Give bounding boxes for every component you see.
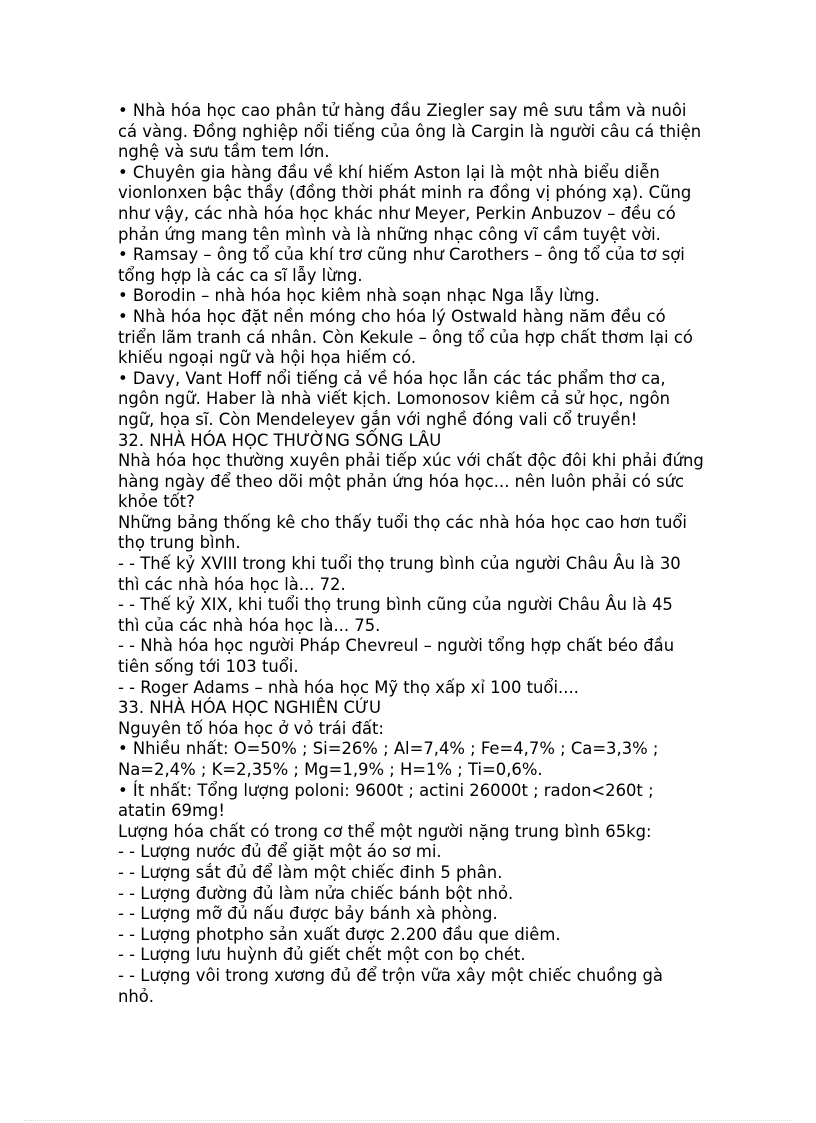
section-heading: 33. NHÀ HÓA HỌC NGHIÊN CỨU <box>118 698 381 718</box>
page-bottom-divider <box>24 1120 792 1121</box>
text-line: • Ramsay – ông tổ của khí trơ cũng như Carothers – ông tổ của tơ sợi <box>118 245 685 265</box>
text-line: phản ứng mang tên mình và là những nhạc công vĩ cầm tuyệt vời. <box>118 224 661 244</box>
text-line: Lượng hóa chất có trong cơ thể một người nặng trung bình 65kg: <box>118 821 652 841</box>
text-line: - - Lượng lưu huỳnh đủ giết chết một con bọ chét. <box>118 945 526 965</box>
text-line: - - Nhà hóa học người Pháp Chevreul – người tổng hợp chất béo đầu <box>118 636 675 656</box>
text-line: cá vàng. Đồng nghiệp nổi tiếng của ông là Cargin là người câu cá thiện <box>118 121 702 141</box>
text-line: ngôn ngữ. Haber là nhà viết kịch. Lomonosov kiêm cả sử học, ngôn <box>118 389 671 409</box>
text-line: - - Lượng sắt đủ để làm một chiếc đinh 5 phân. <box>118 862 503 882</box>
text-line: • Nhiều nhất: O=50% ; Si=26% ; Al=7,4% ; Fe=4,7% ; Ca=3,3% ; <box>118 739 659 759</box>
text-line: thì của các nhà hóa học là... 75. <box>118 615 381 635</box>
text-line: vionlonxen bậc thầy (đồng thời phát minh ra đồng vị phóng xạ). Cũng <box>118 183 692 203</box>
text-line: hàng ngày để theo dõi một phản ứng hóa học... nên luôn phải có sức <box>118 471 685 491</box>
text-line: - - Lượng mỡ đủ nấu được bảy bánh xà phòng. <box>118 904 498 924</box>
text-line: tổng hợp là các ca sĩ lẫy lừng. <box>118 265 363 285</box>
text-line: Những bảng thống kê cho thấy tuổi thọ các nhà hóa học cao hơn tuổi <box>118 512 687 532</box>
text-line: • Davy, Vant Hoff nổi tiếng cả về hóa học lẫn các tác phẩm thơ ca, <box>118 368 666 388</box>
text-line: • Borodin – nhà hóa học kiêm nhà soạn nhạc Nga lẫy lừng. <box>118 286 600 306</box>
text-line: • Ít nhất: Tổng lượng poloni: 9600t ; actini 26000t ; radon<260t ; <box>118 780 654 800</box>
text-line: • Chuyên gia hàng đầu về khí hiếm Aston lại là một nhà biểu diễn <box>118 162 660 182</box>
text-line: ngữ, họa sĩ. Còn Mendeleyev gắn với nghề đóng vali cổ truyền! <box>118 409 638 429</box>
text-line: - - Thế kỷ XVIII trong khi tuổi thọ trung bình của người Châu Âu là 30 <box>118 554 681 574</box>
text-line: triển lãm tranh cá nhân. Còn Kekule – ông tổ của hợp chất thơm lại có <box>118 327 693 347</box>
text-line: nhỏ. <box>118 986 155 1006</box>
text-line: - - Lượng vôi trong xương đủ để trộn vữa xây một chiếc chuồng gà <box>118 965 663 985</box>
text-line: tiên sống tới 103 tuổi. <box>118 657 299 677</box>
text-line: nghệ và sưu tầm tem lớn. <box>118 142 330 162</box>
text-line: như vậy, các nhà hóa học khác như Meyer, Perkin Anbuzov – đều có <box>118 203 676 223</box>
text-line: - - Roger Adams – nhà hóa học Mỹ thọ xấp xỉ 100 tuổi.... <box>118 677 579 697</box>
text-line: - - Lượng đường đủ làm nửa chiếc bánh bột nhỏ. <box>118 883 514 903</box>
text-line: khỏe tốt? <box>118 492 195 512</box>
text-line: khiếu ngoại ngữ và hội họa hiếm có. <box>118 348 417 368</box>
text-line: thì các nhà hóa học là... 72. <box>118 574 346 594</box>
text-line: Na=2,4% ; K=2,35% ; Mg=1,9% ; H=1% ; Ti=0,6%. <box>118 760 543 779</box>
text-line: Nhà hóa học thường xuyên phải tiếp xúc với chất độc đôi khi phải đứng <box>118 451 704 471</box>
text-line: - - Lượng photpho sản xuất được 2.200 đầu que diêm. <box>118 924 561 944</box>
document-body <box>118 101 708 1007</box>
text-line: thọ trung bình. <box>118 533 241 553</box>
section-heading: 32. NHÀ HÓA HỌC THƯỜNG SỐNG LÂU <box>118 430 442 450</box>
text-line: - - Lượng nước đủ để giặt một áo sơ mi. <box>118 842 442 862</box>
text-line: Nguyên tố hóa học ở vỏ trái đất: <box>118 718 384 738</box>
text-line: atatin 69mg! <box>118 801 225 821</box>
text-line: - - Thế kỷ XIX, khi tuổi thọ trung bình cũng của người Châu Âu là 45 <box>118 595 673 615</box>
text-line: • Nhà hóa học cao phân tử hàng đầu Ziegler say mê sưu tầm và nuôi <box>118 101 687 120</box>
text-line: • Nhà hóa học đặt nền móng cho hóa lý Ostwald hàng năm đều có <box>118 306 666 326</box>
